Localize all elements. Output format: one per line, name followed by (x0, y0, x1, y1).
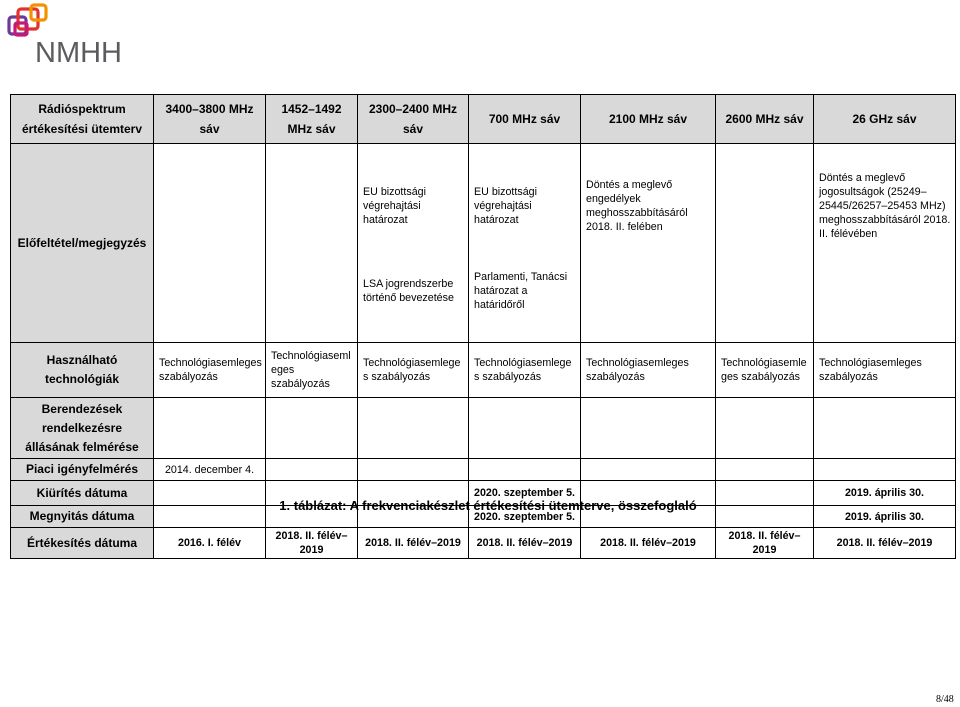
prerequisites-row (11, 144, 956, 343)
equipment-cell-1452 (266, 398, 358, 459)
equipment-label: Berendezések rendelkezésre állásának felmérése (11, 398, 154, 459)
technologies-cell-700: Technológiasemlege s szabályozás (469, 343, 581, 398)
technologies-cell-2600: Technológiasemle ges szabályozás (716, 343, 814, 398)
prerequisites-2100-top: Döntés a meglevő engedélyek meghosszabbításáról 2018. II. felében (586, 179, 688, 233)
market-survey-cell-1452 (266, 459, 358, 481)
nmhh-logo-text: NMHH (35, 37, 122, 66)
prerequisites-cell-1452 (266, 144, 358, 343)
prerequisites-700-bottom: Parlamenti, Tanácsi határozat a határidőről (474, 271, 568, 311)
prerequisites-cell-3400 (154, 144, 266, 343)
equipment-cell-2100 (581, 398, 716, 459)
market-survey-row (11, 459, 956, 481)
sale-date-label: Értékesítés dátuma (11, 528, 154, 559)
prerequisites-cell-2600 (716, 144, 814, 343)
header-band-2100: 2100 MHz sáv (581, 95, 716, 144)
opening-date-cell-26g: 2019. április 30. (814, 506, 956, 528)
sale-date-row (11, 528, 956, 559)
header-band-1452: 1452–1492 MHz sáv (266, 95, 358, 144)
market-survey-cell-3400: 2014. december 4. (154, 459, 266, 481)
spectrum-sale-schedule-table (10, 94, 956, 559)
technologies-cell-2100: Technológiasemleges szabályozás (581, 343, 716, 398)
table-header-row (11, 95, 956, 144)
sale-date-cell-2100: 2018. II. félév–2019 (581, 528, 716, 559)
market-survey-cell-2100 (581, 459, 716, 481)
clearance-date-cell-26g: 2019. április 30. (814, 481, 956, 506)
sale-date-cell-1452: 2018. II. félév– 2019 (266, 528, 358, 559)
technologies-cell-3400: Technológiasemleges szabályozás (154, 343, 266, 398)
prerequisites-cell-2300 (358, 144, 469, 343)
header-band-2300: 2300–2400 MHz sáv (358, 95, 469, 144)
header-row-label: Rádióspektrum értékesítési ütemterv (11, 95, 154, 144)
nmhh-logo (0, 0, 126, 66)
opening-date-label: Megnyitás dátuma (11, 506, 154, 528)
prerequisites-2300-top: EU bizottsági végrehajtási határozat (363, 186, 426, 226)
market-survey-cell-26g (814, 459, 956, 481)
sale-date-cell-2300: 2018. II. félév–2019 (358, 528, 469, 559)
equipment-cell-3400 (154, 398, 266, 459)
technologies-label: Használható technológiák (11, 343, 154, 398)
clearance-date-cell-700: 2020. szeptember 5. (469, 481, 581, 506)
sale-date-cell-3400: 2016. I. félév (154, 528, 266, 559)
equipment-cell-700 (469, 398, 581, 459)
equipment-row (11, 398, 956, 459)
equipment-cell-26g (814, 398, 956, 459)
header-band-3400: 3400–3800 MHz sáv (154, 95, 266, 144)
sale-date-cell-700: 2018. II. félév–2019 (469, 528, 581, 559)
prerequisites-label: Előfeltétel/megjegyzés (11, 144, 154, 343)
technologies-cell-2300: Technológiasemlege s szabályozás (358, 343, 469, 398)
opening-date-cell-700: 2020. szeptember 5. (469, 506, 581, 528)
sale-date-cell-26g: 2018. II. félév–2019 (814, 528, 956, 559)
nmhh-logo-symbol (9, 5, 46, 35)
market-survey-cell-700 (469, 459, 581, 481)
header-band-2600: 2600 MHz sáv (716, 95, 814, 144)
market-survey-cell-2300 (358, 459, 469, 481)
header-band-26g: 26 GHz sáv (814, 95, 956, 144)
table-caption: 1. táblázat: A frekvenciakészlet értékesítési ütemterve, összefoglaló (279, 498, 697, 513)
technologies-row (11, 343, 956, 398)
equipment-cell-2600 (716, 398, 814, 459)
page-number: 8/48 (936, 694, 954, 705)
header-band-700: 700 MHz sáv (469, 95, 581, 144)
equipment-cell-2300 (358, 398, 469, 459)
prerequisites-cell-2100 (581, 144, 716, 343)
market-survey-cell-2600 (716, 459, 814, 481)
clearance-date-label: Kiürítés dátuma (11, 481, 154, 506)
prerequisites-2300-bottom: LSA jogrendszerbe történő bevezetése (363, 278, 454, 304)
technologies-cell-1452: Technológiaseml eges szabályozás (266, 343, 358, 398)
sale-date-cell-2600: 2018. II. félév– 2019 (716, 528, 814, 559)
prerequisites-700-top: EU bizottsági végrehajtási határozat (474, 186, 537, 226)
prerequisites-cell-26g (814, 144, 956, 343)
market-survey-label: Piaci igényfelmérés (11, 459, 154, 481)
technologies-cell-26g: Technológiasemleges szabályozás (814, 343, 956, 398)
prerequisites-cell-700 (469, 144, 581, 343)
prerequisites-26g-top: Döntés a meglevő jogosultságok (25249– 25445/26257–25453 MHz) meghosszabbításáról 2018. II. félévében (819, 172, 951, 240)
